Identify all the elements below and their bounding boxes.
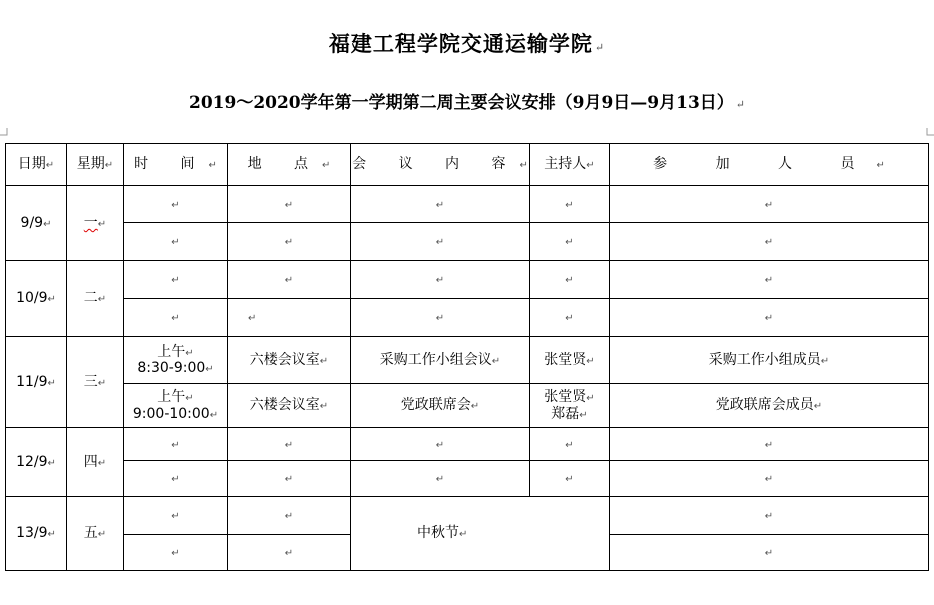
header-time: 时 间↵	[124, 144, 228, 186]
table-row	[6, 186, 929, 223]
table-row	[6, 223, 929, 261]
meeting-schedule-table	[5, 143, 929, 571]
attendees-cell: ↵	[610, 428, 929, 461]
header-weekday: 星期↵	[67, 144, 124, 186]
time-cell	[124, 337, 228, 384]
place-cell: ↵	[228, 261, 351, 299]
host-name: 张堂贤↵	[544, 389, 595, 406]
weekday-cell: 一↵	[67, 186, 124, 261]
attendees-cell: 采购工作小组成员↵	[610, 337, 929, 384]
header-host: 主持人↵	[530, 144, 610, 186]
document-title: 福建工程学院交通运输学院 ↵	[328, 31, 606, 56]
table-row	[6, 461, 929, 497]
weekday-cell: 四↵	[67, 428, 124, 497]
content-cell: ↵	[351, 223, 530, 261]
place-cell: ↵	[228, 428, 351, 461]
header-date: 日期↵	[6, 144, 67, 186]
time-range: 8:30-9:00↵	[137, 360, 214, 376]
holiday-cell: 中秋节↵	[351, 497, 610, 571]
place-cell: ↵	[228, 186, 351, 223]
attendees-cell: 党政联席会成员↵	[610, 384, 929, 428]
corner-mark-right	[926, 128, 934, 136]
host-cell: ↵	[530, 299, 610, 337]
host-cell: ↵	[530, 186, 610, 223]
header-content: 会 议 内 容↵	[351, 144, 530, 186]
place-cell: ↵	[228, 223, 351, 261]
date-cell: 13/9↵	[6, 497, 67, 571]
table-row	[6, 261, 929, 299]
attendees-cell: ↵	[610, 223, 929, 261]
table-row	[6, 497, 929, 535]
content-cell: ↵	[351, 261, 530, 299]
table-row	[6, 428, 929, 461]
time-cell: ↵	[124, 497, 228, 535]
date-cell: 9/9↵	[6, 186, 67, 261]
time-cell: ↵	[124, 428, 228, 461]
attendees-cell: ↵	[610, 497, 929, 535]
host-name: 郑磊↵	[551, 405, 588, 422]
host-cell: 张堂贤↵	[530, 337, 610, 384]
header-row	[6, 144, 929, 186]
host-cell	[530, 384, 610, 428]
content-cell: ↵	[351, 186, 530, 223]
time-cell	[124, 384, 228, 428]
time-cell: ↵	[124, 261, 228, 299]
header-place: 地 点↵	[228, 144, 351, 186]
time-cell: ↵	[124, 299, 228, 337]
document-subtitle: 2019～2020学年第一学期第二周主要会议安排（9月9日—9月13日） ↵	[189, 93, 745, 113]
time-period: 上午↵	[157, 389, 194, 406]
time-cell: ↵	[124, 461, 228, 497]
place-cell: ↵	[228, 461, 351, 497]
host-cell: ↵	[530, 261, 610, 299]
table-row	[6, 337, 929, 384]
place-cell: ↵	[228, 299, 351, 337]
content-cell: ↵	[351, 461, 530, 497]
content-cell: ↵	[351, 299, 530, 337]
host-cell: ↵	[530, 461, 610, 497]
corner-mark-left	[0, 128, 8, 136]
place-cell: 六楼会议室↵	[228, 384, 351, 428]
content-cell: 采购工作小组会议↵	[351, 337, 530, 384]
header-attendees: 参 加 人 员↵	[610, 144, 929, 186]
weekday-cell: 三↵	[67, 337, 124, 428]
attendees-cell: ↵	[610, 261, 929, 299]
time-period: 上午↵	[157, 343, 194, 360]
time-cell: ↵	[124, 223, 228, 261]
weekday-cell: 二↵	[67, 261, 124, 337]
attendees-cell: ↵	[610, 535, 929, 571]
place-cell: ↵	[228, 497, 351, 535]
table-row	[6, 299, 929, 337]
attendees-cell: ↵	[610, 186, 929, 223]
place-cell: ↵	[228, 535, 351, 571]
date-cell: 10/9↵	[6, 261, 67, 337]
host-cell: ↵	[530, 223, 610, 261]
time-cell: ↵	[124, 186, 228, 223]
content-cell: 党政联席会↵	[351, 384, 530, 428]
time-cell: ↵	[124, 535, 228, 571]
date-cell: 11/9↵	[6, 337, 67, 428]
time-range: 9:00-10:00↵	[132, 405, 219, 422]
date-cell: 12/9↵	[6, 428, 67, 497]
attendees-cell: ↵	[610, 299, 929, 337]
attendees-cell: ↵	[610, 461, 929, 497]
weekday-cell: 五↵	[67, 497, 124, 571]
table-row	[6, 384, 929, 428]
content-cell: ↵	[351, 428, 530, 461]
place-cell: 六楼会议室↵	[228, 337, 351, 384]
host-cell: ↵	[530, 428, 610, 461]
